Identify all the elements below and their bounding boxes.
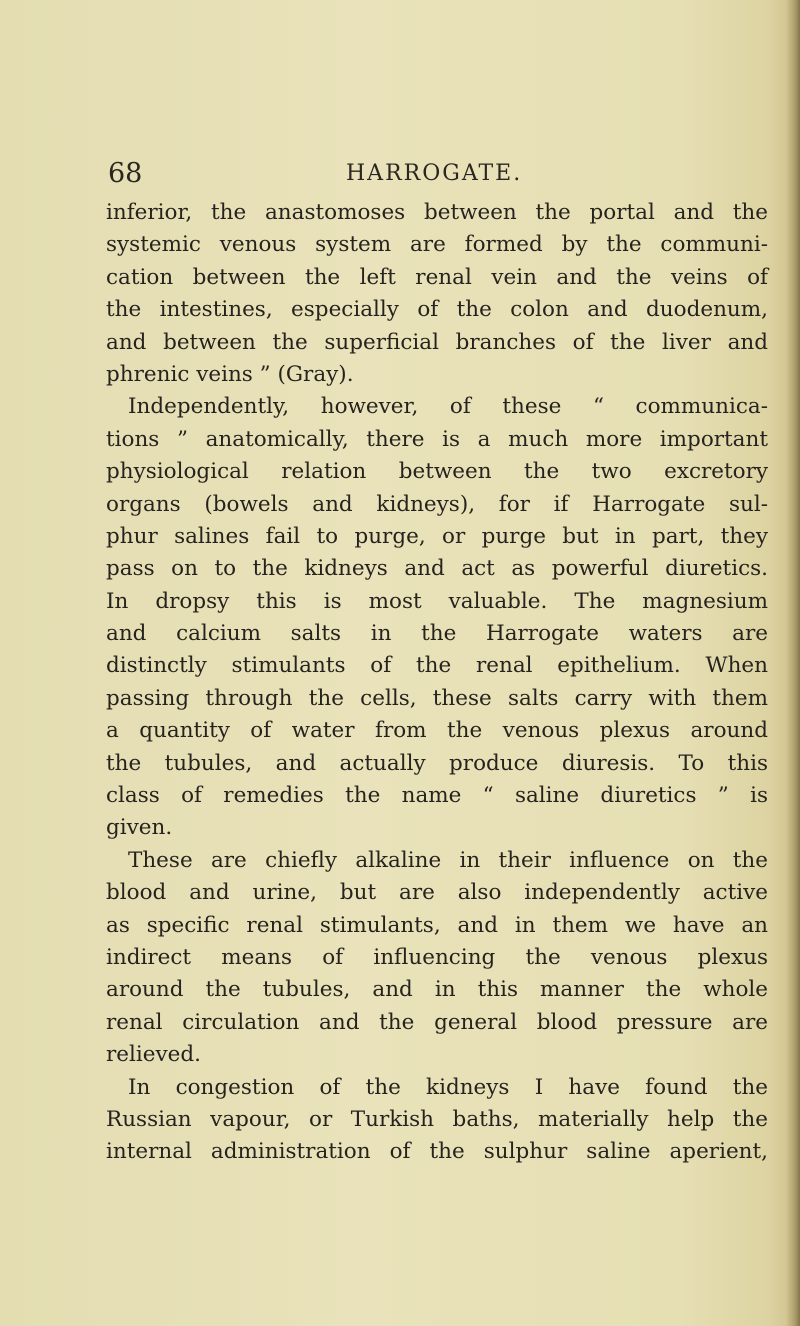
page-edge-shadow	[786, 0, 800, 1326]
text-line: phur salines fail to purge, or purge but in part, they	[106, 523, 768, 549]
text-line: relieved.	[106, 1042, 201, 1068]
text-line: given.	[106, 815, 173, 841]
text-line: cation between the left renal vein and the veins of	[106, 264, 768, 290]
text-line: blood and urine, but are also independently active	[106, 880, 768, 906]
text-line: around the tubules, and in this manner the whole	[106, 977, 768, 1003]
text-line: and calcium salts in the Harrogate waters are	[106, 621, 768, 647]
text-line: a quantity of water from the venous plexus around	[106, 718, 768, 744]
text-line: systemic venous system are formed by the communi-	[106, 232, 768, 258]
paragraph-start-line: Independently, however, of these “ communica-	[128, 394, 768, 420]
text-line: class of remedies the name “ saline diuretics ” is	[106, 783, 768, 809]
running-title: HARROGATE.	[346, 161, 523, 186]
text-line: pass on to the kidneys and act as powerful diuretics.	[106, 556, 768, 582]
text-line: the intestines, especially of the colon and duodenum,	[106, 297, 768, 323]
text-line: physiological relation between the two excretory	[106, 459, 768, 485]
text-line: passing through the cells, these salts carry with them	[106, 685, 768, 711]
paragraph-start-line: In congestion of the kidneys I have found the	[128, 1074, 768, 1100]
body-text	[106, 197, 768, 1169]
text-line: renal circulation and the general blood pressure are	[106, 1009, 768, 1035]
page-number: 68	[108, 158, 143, 189]
text-line: organs (bowels and kidneys), for if Harrogate sul-	[106, 491, 768, 517]
text-line: inferior, the anastomoses between the portal and the	[106, 200, 768, 225]
text-line: distinctly stimulants of the renal epithelium. When	[106, 653, 768, 679]
text-line: as specific renal stimulants, and in them we have an	[106, 912, 768, 938]
text-line: indirect means of influencing the venous plexus	[106, 944, 768, 970]
text-line: and between the superficial branches of the liver and	[106, 329, 768, 355]
text-line: In dropsy this is most valuable. The magnesium	[106, 588, 768, 614]
text-line: the tubules, and actually produce diuresis. To this	[106, 750, 768, 776]
paragraph-start-line: These are chiefly alkaline in their influence on the	[128, 847, 768, 873]
text-line: phrenic veins ” (Gray).	[106, 361, 354, 387]
text-line: Russian vapour, or Turkish baths, materially help the	[106, 1106, 768, 1132]
page-header	[108, 158, 768, 198]
text-line: internal administration of the sulphur saline aperient,	[106, 1139, 768, 1165]
text-line: tions ” anatomically, there is a much more important	[106, 426, 768, 452]
